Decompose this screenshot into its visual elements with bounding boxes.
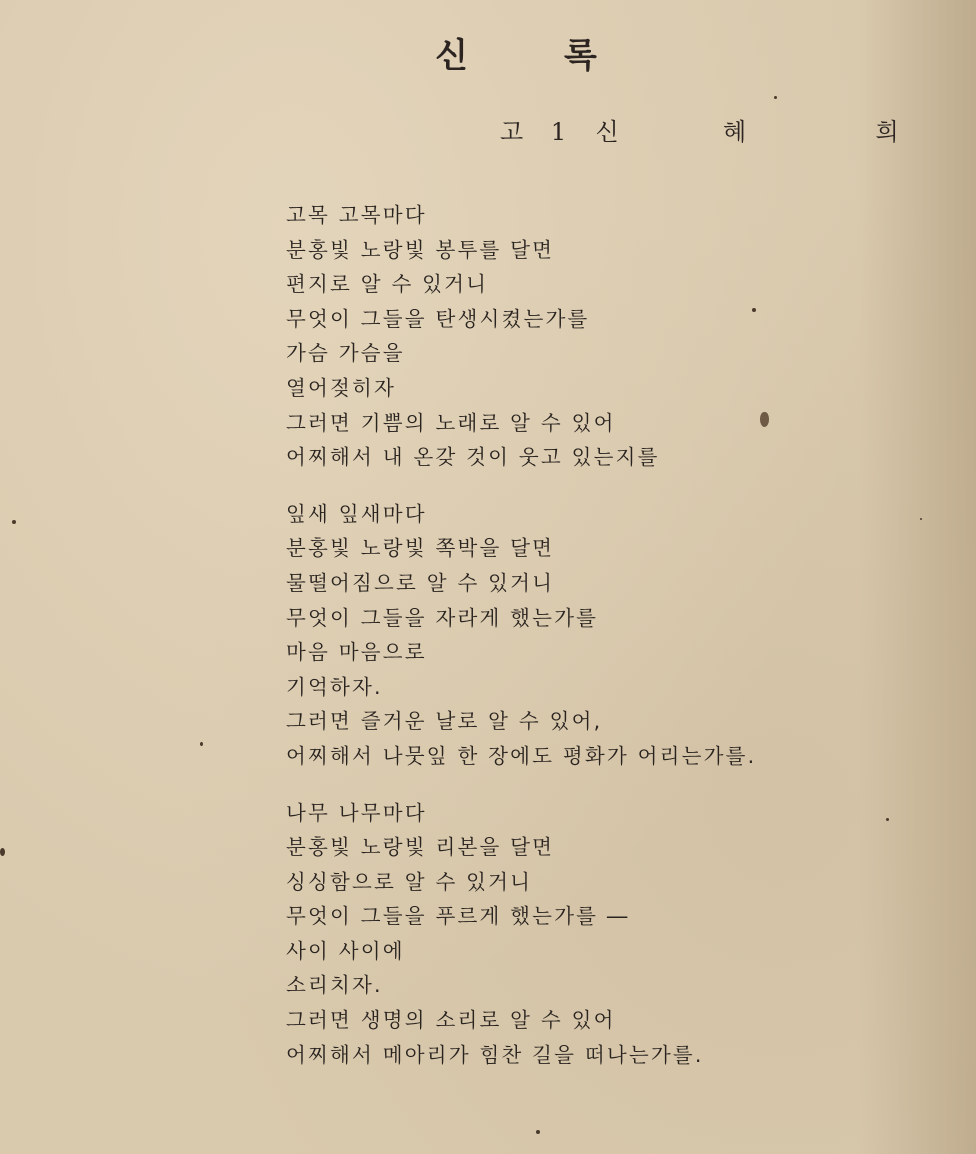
author-grade: 고 1 — [500, 118, 577, 146]
paper-speck — [774, 96, 777, 99]
poem-line: 기억하자. — [286, 674, 383, 699]
paper-speck — [0, 848, 5, 856]
poem-title — [0, 28, 976, 77]
author-name-char-1: 신 — [595, 118, 619, 146]
stanza-2 — [286, 497, 926, 774]
stanza-3 — [286, 796, 926, 1073]
poem-line: 가슴 가슴을 — [286, 341, 405, 366]
paper-speck — [752, 308, 756, 312]
poem-line: 무엇이 그들을 푸르게 했는가를 ― — [286, 904, 630, 929]
poem-line: 잎새 잎새마다 — [286, 501, 427, 526]
poem-line: 그러면 기쁨의 노래로 알 수 있어 — [286, 410, 616, 435]
poem-line: 싱싱함으로 알 수 있거니 — [286, 869, 533, 894]
poem-line: 나무 나무마다 — [286, 800, 427, 825]
poem-line: 분홍빛 노랑빛 리본을 달면 — [286, 835, 555, 860]
poem-line: 마음 마음으로 — [286, 640, 427, 665]
author-byline — [500, 112, 937, 147]
paper-speck — [200, 742, 203, 746]
poem-line: 무엇이 그들을 자라게 했는가를 — [286, 605, 599, 630]
poem-line: 소리치자. — [286, 973, 383, 998]
poem-line: 어찌해서 메아리가 힘찬 길을 떠나는가를. — [286, 1042, 704, 1067]
poem-line: 고목 고목마다 — [286, 203, 427, 227]
poem-line: 그러면 생명의 소리로 알 수 있어 — [286, 1008, 616, 1033]
poem-line: 물떨어짐으로 알 수 있거니 — [286, 570, 555, 595]
poem-line: 편지로 알 수 있거니 — [286, 272, 489, 297]
poem-line: 사이 사이에 — [286, 938, 405, 963]
poem-body — [286, 198, 926, 1072]
paper-stain — [760, 412, 769, 427]
paper-speck — [536, 1130, 540, 1134]
title-char-1: 신 — [435, 36, 470, 76]
poem-line: 어찌해서 나뭇잎 한 장에도 평화가 어리는가를. — [286, 743, 757, 768]
poem-line: 분홍빛 노랑빛 쪽박을 달면 — [286, 536, 555, 561]
stanza-1 — [286, 198, 926, 475]
title-char-2: 록 — [564, 36, 599, 76]
author-name-char-2: 혜 — [723, 118, 747, 146]
poem-line: 어찌해서 내 온갖 것이 웃고 있는지를 — [286, 445, 660, 470]
poem-line: 열어젖히자 — [286, 375, 397, 400]
author-name-char-3: 희 — [875, 118, 899, 146]
paper-speck — [886, 818, 889, 821]
poem-line: 그러면 즐거운 날로 알 수 있어, — [286, 709, 603, 734]
paper-speck — [920, 518, 922, 520]
poem-line: 분홍빛 노랑빛 봉투를 달면 — [286, 237, 555, 262]
poem-line: 무엇이 그들을 탄생시켰는가를 — [286, 306, 590, 331]
paper-speck — [12, 520, 16, 524]
